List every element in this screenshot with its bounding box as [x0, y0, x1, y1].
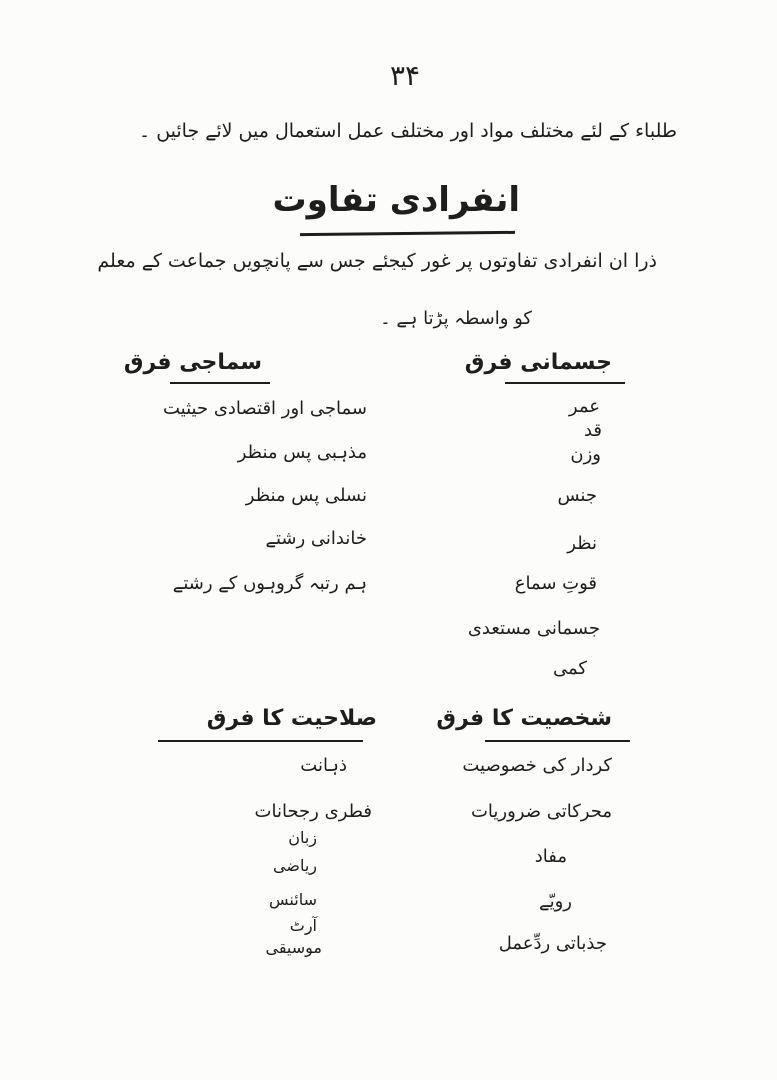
aptitude-heading-underline: [158, 740, 363, 742]
physical-item: عمر: [568, 396, 600, 417]
intro-line: طلباء کے لئے مختلف مواد اور مختلف عمل استعمال میں لائے جائیں ۔: [139, 120, 677, 142]
aptitude-item: ریاضی: [273, 856, 317, 875]
physical-heading: جسمانی فرق: [464, 350, 612, 375]
social-item: مذہبی پس منظر: [237, 442, 367, 463]
aptitude-item: سائنس: [269, 890, 317, 909]
physical-item: وزن: [570, 444, 601, 465]
aptitude-heading: صلاحیت کا فرق: [206, 706, 377, 731]
physical-item: نظر: [567, 533, 597, 554]
aptitude-item: زبان: [288, 828, 317, 847]
aptitude-item: ذہانت: [300, 755, 347, 776]
personality-item: کردار کی خصوصیت: [462, 755, 612, 776]
social-item: خاندانی رشتے: [265, 528, 367, 549]
physical-item: جسمانی مستعدی: [467, 618, 600, 639]
social-item: ہم رتبہ گروہوں کے رشتے: [172, 573, 367, 594]
personality-item: رویّے: [539, 891, 572, 912]
social-heading-underline: [170, 382, 270, 384]
title-underline: [300, 231, 515, 236]
paragraph-line-2: کو واسطہ پڑتا ہے ۔: [380, 308, 532, 329]
social-item: نسلی پس منظر: [245, 485, 367, 506]
personality-heading: شخصیت کا فرق: [436, 706, 612, 731]
personality-heading-underline: [485, 740, 630, 742]
physical-heading-underline: [505, 382, 625, 384]
personality-item: محرکاتی ضروریات: [470, 801, 612, 822]
physical-item: قد: [583, 420, 602, 441]
page-number: ۳۴: [389, 59, 421, 92]
social-item: سماجی اور اقتصادی حیثیت: [163, 398, 367, 419]
physical-item: کمی: [553, 658, 587, 679]
personality-item: مفاد: [534, 846, 567, 867]
aptitude-item: موسیقی: [265, 938, 322, 957]
social-heading: سماجی فرق: [123, 350, 262, 375]
section-title: انفرادی تفاوت: [272, 180, 520, 220]
aptitude-item: فطری رجحانات: [254, 801, 372, 822]
physical-item: قوتِ سماع: [514, 573, 597, 594]
aptitude-item: آرٹ: [289, 916, 317, 935]
personality-item: جذباتی ردِّعمل: [498, 933, 607, 954]
physical-item: جنس: [557, 485, 597, 506]
paragraph-line-1: ذرا ان انفرادی تفاوتوں پر غور کیجئے جس سے پانچویں جماعت کے معلم: [97, 250, 657, 272]
